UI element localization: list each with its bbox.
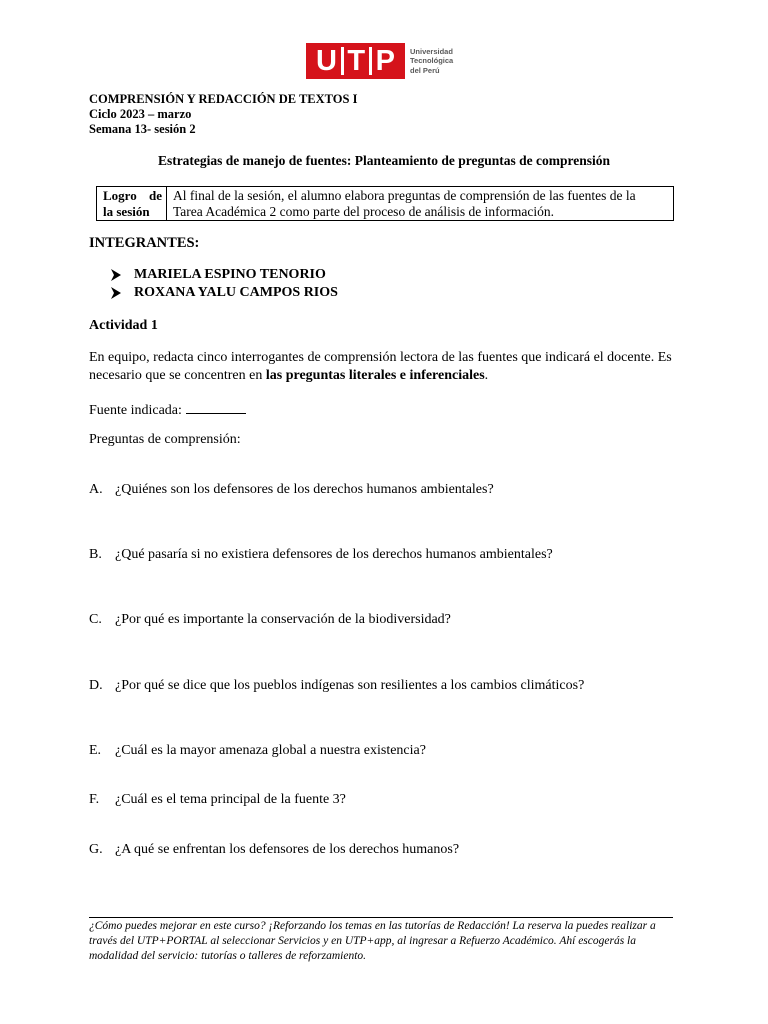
member-item (110, 267, 326, 283)
footer-note: ¿Cómo puedes mejorar en este curso? ¡Reforzando los temas en las tutorías de Redacción! La reserva la puedes realizar a través del UTP+PORTAL al seleccionar Servicios y en UTP+app, al ingresar a Refuerzo Académico. Ahí escogerás la modalidad del servicio: tutorías o talleres de reforzamiento. (89, 920, 656, 962)
question-letter: A. (89, 482, 103, 497)
question-letter: C. (89, 612, 102, 627)
member-name: MARIELA ESPINO TENORIO (134, 267, 326, 282)
arrow-bullet-icon (110, 287, 122, 299)
question-letter: E. (89, 743, 102, 758)
actividad-instructions (89, 349, 689, 385)
question-item (89, 842, 459, 858)
logo-letter-p: P (375, 45, 395, 77)
logro-table (96, 186, 674, 221)
preguntas-label: Preguntas de comprensión: (89, 432, 241, 447)
question-text: ¿Por qué es importante la conservación de la biodiversidad? (115, 612, 451, 627)
fuente-blank (186, 399, 246, 414)
logo-line-1: Universidad (410, 47, 453, 56)
question-letter: F. (89, 792, 100, 807)
actividad-heading: Actividad 1 (89, 318, 158, 333)
logo-letter-t: T (347, 45, 366, 77)
question-text: ¿A qué se enfrentan los defensores de los derechos humanos? (115, 842, 460, 857)
question-item (89, 678, 584, 694)
question-item (89, 743, 426, 759)
question-item (89, 482, 494, 498)
question-letter: B. (89, 547, 102, 562)
footer-divider (89, 917, 673, 918)
utp-logo-box (306, 43, 405, 79)
question-item (89, 547, 553, 563)
logo-university-name (410, 47, 453, 75)
logo-line-2: Tecnológica (410, 56, 454, 66)
logo-line-3: del Perú (410, 65, 440, 75)
question-letter: D. (89, 678, 103, 693)
question-item (89, 792, 346, 808)
question-text: ¿Qué pasaría si no existiera defensores de los derechos humanos ambientales? (115, 547, 553, 562)
question-text: ¿Por qué se dice que los pueblos indígenas son resilientes a los cambios climáticos? (115, 678, 585, 693)
logro-label: Logro de la sesión (97, 187, 167, 220)
instructions-text: En equipo, redacta cinco interrogantes de comprensión lectora de las fuentes que indicará el docente. Es necesario que se concentren en (89, 350, 672, 383)
logo-divider (341, 47, 344, 75)
question-text: ¿Cuál es el tema principal de la fuente 3? (115, 792, 346, 807)
integrantes-heading: INTEGRANTES: (89, 235, 200, 251)
question-text: ¿Quiénes son los defensores de los derechos humanos ambientales? (115, 482, 494, 497)
course-week: Semana 13- sesión 2 (89, 122, 196, 136)
course-title: COMPRENSIÓN Y REDACCIÓN DE TEXTOS I (89, 92, 358, 106)
logro-text: Al final de la sesión, el alumno elabora preguntas de comprensión de las fuentes de la Tarea Académica 2 como parte del proceso de análisis de información. (173, 188, 636, 219)
member-name: ROXANA YALU CAMPOS RIOS (134, 285, 338, 300)
question-item (89, 612, 451, 628)
course-cycle: Ciclo 2023 – marzo (89, 107, 192, 121)
instructions-end: . (484, 368, 489, 383)
session-subtitle: Estrategias de manejo de fuentes: Planteamiento de preguntas de comprensión (157, 153, 611, 168)
member-item (110, 285, 338, 301)
fuente-line (89, 399, 246, 419)
logo-divider (369, 47, 372, 75)
instructions-bold: las preguntas literales e inferenciales (265, 368, 485, 383)
question-letter: G. (89, 842, 103, 857)
utp-logo (306, 43, 458, 79)
question-text: ¿Cuál es la mayor amenaza global a nuestra existencia? (115, 743, 426, 758)
logo-letter-u: U (316, 45, 337, 77)
fuente-label: Fuente indicada: (89, 403, 182, 418)
arrow-bullet-icon (110, 269, 122, 281)
